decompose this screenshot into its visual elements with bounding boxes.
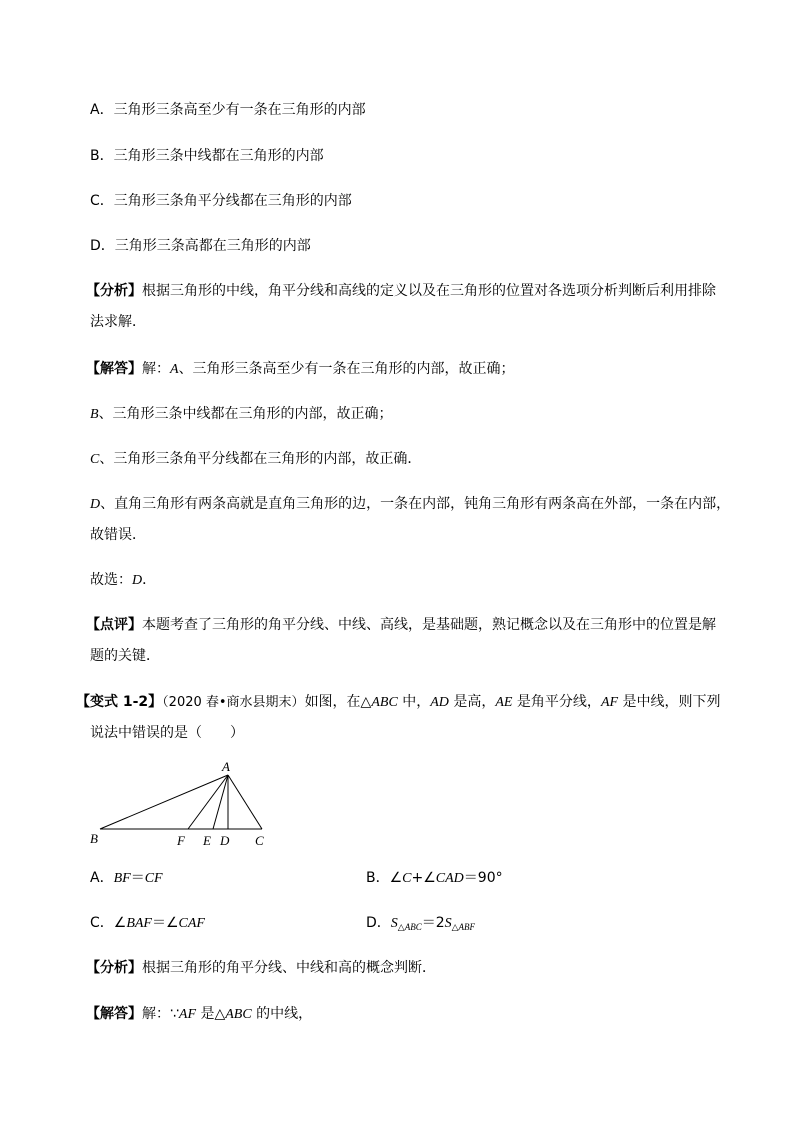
- option-a: A．三角形三条高至少有一条在三角形的内部: [90, 102, 366, 118]
- option2-d-sub1: △ABC: [397, 922, 422, 932]
- option2-c-prefix: C．∠: [90, 915, 127, 931]
- option2-b-c: C: [402, 871, 412, 886]
- option2-c-eq: ＝∠: [151, 915, 179, 931]
- segment-ac: [228, 775, 262, 829]
- variant-line-1: [76, 692, 721, 713]
- analysis-text: 根据三角形的中线，角平分线和高线的定义以及在三角形的位置对各选项分析判断后利用排除: [142, 283, 716, 299]
- option-d: D．三角形三条高都在三角形的内部: [90, 238, 311, 254]
- answer-b-text: 、三角形三条中线都在三角形的内部，故正确；: [98, 406, 393, 422]
- answer-choice: [90, 570, 156, 591]
- option2-d-eq: ＝2: [421, 915, 445, 931]
- option2-d-prefix: D．: [366, 915, 391, 931]
- option2-d-sub2: △ABF: [451, 922, 476, 932]
- option2-a-eq: ＝: [130, 870, 145, 886]
- answer-line-b: [90, 404, 393, 425]
- answer-c-letter: C: [90, 452, 100, 467]
- variant-ae: AE: [495, 695, 513, 710]
- option-b: B．三角形三条中线都在三角形的内部: [90, 148, 324, 164]
- choice-letter: D: [132, 573, 143, 588]
- answer2-t2: 的中线，: [251, 1006, 313, 1022]
- analysis-line-1: [86, 281, 716, 301]
- triangle-figure: [80, 755, 280, 855]
- answer-line-d: [90, 494, 730, 515]
- comment-text: 本题考查了三角形的角平分线、中线、高线，是基础题，熟记概念以及在三角形中的位置是解: [142, 617, 716, 633]
- label-a: A: [222, 759, 230, 774]
- variant-ad: AD: [430, 695, 449, 710]
- answer2-abc: ABC: [225, 1007, 252, 1022]
- answer2-af: AF: [178, 1007, 197, 1022]
- answer-a-letter: A: [170, 362, 179, 377]
- answer2-line: [86, 1004, 312, 1025]
- answer-d-letter: D: [90, 497, 101, 512]
- variant-tag: 【变式 1-2】: [76, 694, 163, 710]
- option2-c-baf: BAF: [126, 916, 152, 931]
- segment-ae: [213, 775, 228, 829]
- analysis-line-2: 法求解．: [90, 314, 146, 330]
- answer2-prefix: 解：∵: [142, 1006, 179, 1022]
- option2-d-s2: S: [444, 916, 452, 931]
- variant-line-2: 说法中错误的是（ ）: [90, 725, 244, 741]
- answer-line-1: [86, 359, 515, 380]
- comment-line-2: 题的关键．: [90, 648, 160, 664]
- option2-b-prefix: B．∠: [366, 870, 403, 886]
- choice-suffix: ．: [142, 572, 157, 588]
- analysis-tag: 【分析】: [86, 283, 142, 299]
- option2-a-bf: BF: [113, 871, 131, 886]
- answer-b-letter: B: [90, 407, 99, 422]
- label-c: C: [255, 833, 264, 848]
- comment-line-1: [86, 615, 716, 635]
- variant-t4: 是角平分线，: [512, 694, 601, 710]
- variant-t5: 是中线，则下列: [618, 694, 721, 710]
- variant-t1: 如图，在△: [304, 694, 372, 710]
- variant-abc: ABC: [371, 695, 398, 710]
- option2-a-cf: CF: [144, 871, 163, 886]
- variant-source: （2020 春•商水县期末）: [162, 695, 305, 710]
- option2-b-cad: CAD: [435, 871, 464, 886]
- option-c: C．三角形三条角平分线都在三角形的内部: [90, 193, 352, 209]
- variant-t3: 是高，: [448, 694, 496, 710]
- answer-tag: 【解答】: [86, 361, 142, 377]
- analysis2-tag: 【分析】: [86, 960, 142, 976]
- answer2-t1: 是△: [196, 1006, 226, 1022]
- choice-prefix: 故选：: [90, 572, 132, 588]
- option2-c: [90, 913, 205, 934]
- segment-ab: [100, 775, 228, 829]
- answer-line-c: [90, 449, 421, 470]
- label-e: E: [203, 833, 211, 848]
- label-d: D: [220, 833, 230, 848]
- option2-b: [366, 868, 503, 889]
- option2-a-prefix: A．: [90, 870, 114, 886]
- answer-c-text: 、三角形三条角平分线都在三角形的内部，故正确．: [99, 451, 422, 467]
- option2-b-plus: +∠: [411, 870, 436, 886]
- answer-d-text: 、直角三角形有两条高就是直角三角形的边，一条在内部，钝角三角形有两条高在外部，一条在内部，: [100, 496, 731, 512]
- option2-a: [90, 868, 163, 889]
- variant-t2: 中，: [397, 694, 431, 710]
- option2-d: [366, 913, 475, 937]
- variant-af: AF: [600, 695, 619, 710]
- answer-prefix: 解：: [142, 361, 170, 377]
- option2-d-s: S: [390, 916, 398, 931]
- label-b: B: [90, 831, 98, 846]
- option2-c-caf: CAF: [178, 916, 205, 931]
- answer-line-d-2: 故错误．: [90, 527, 146, 543]
- analysis2-text: 根据三角形的角平分线、中线和高的概念判断．: [142, 960, 436, 976]
- answer2-tag: 【解答】: [86, 1006, 142, 1022]
- analysis2-line: [86, 958, 436, 978]
- answer-a-text: 、三角形三条高至少有一条在三角形的内部，故正确；: [178, 361, 515, 377]
- option2-b-val: ＝90°: [463, 870, 503, 886]
- comment-tag: 【点评】: [86, 617, 142, 633]
- label-f: F: [177, 833, 185, 848]
